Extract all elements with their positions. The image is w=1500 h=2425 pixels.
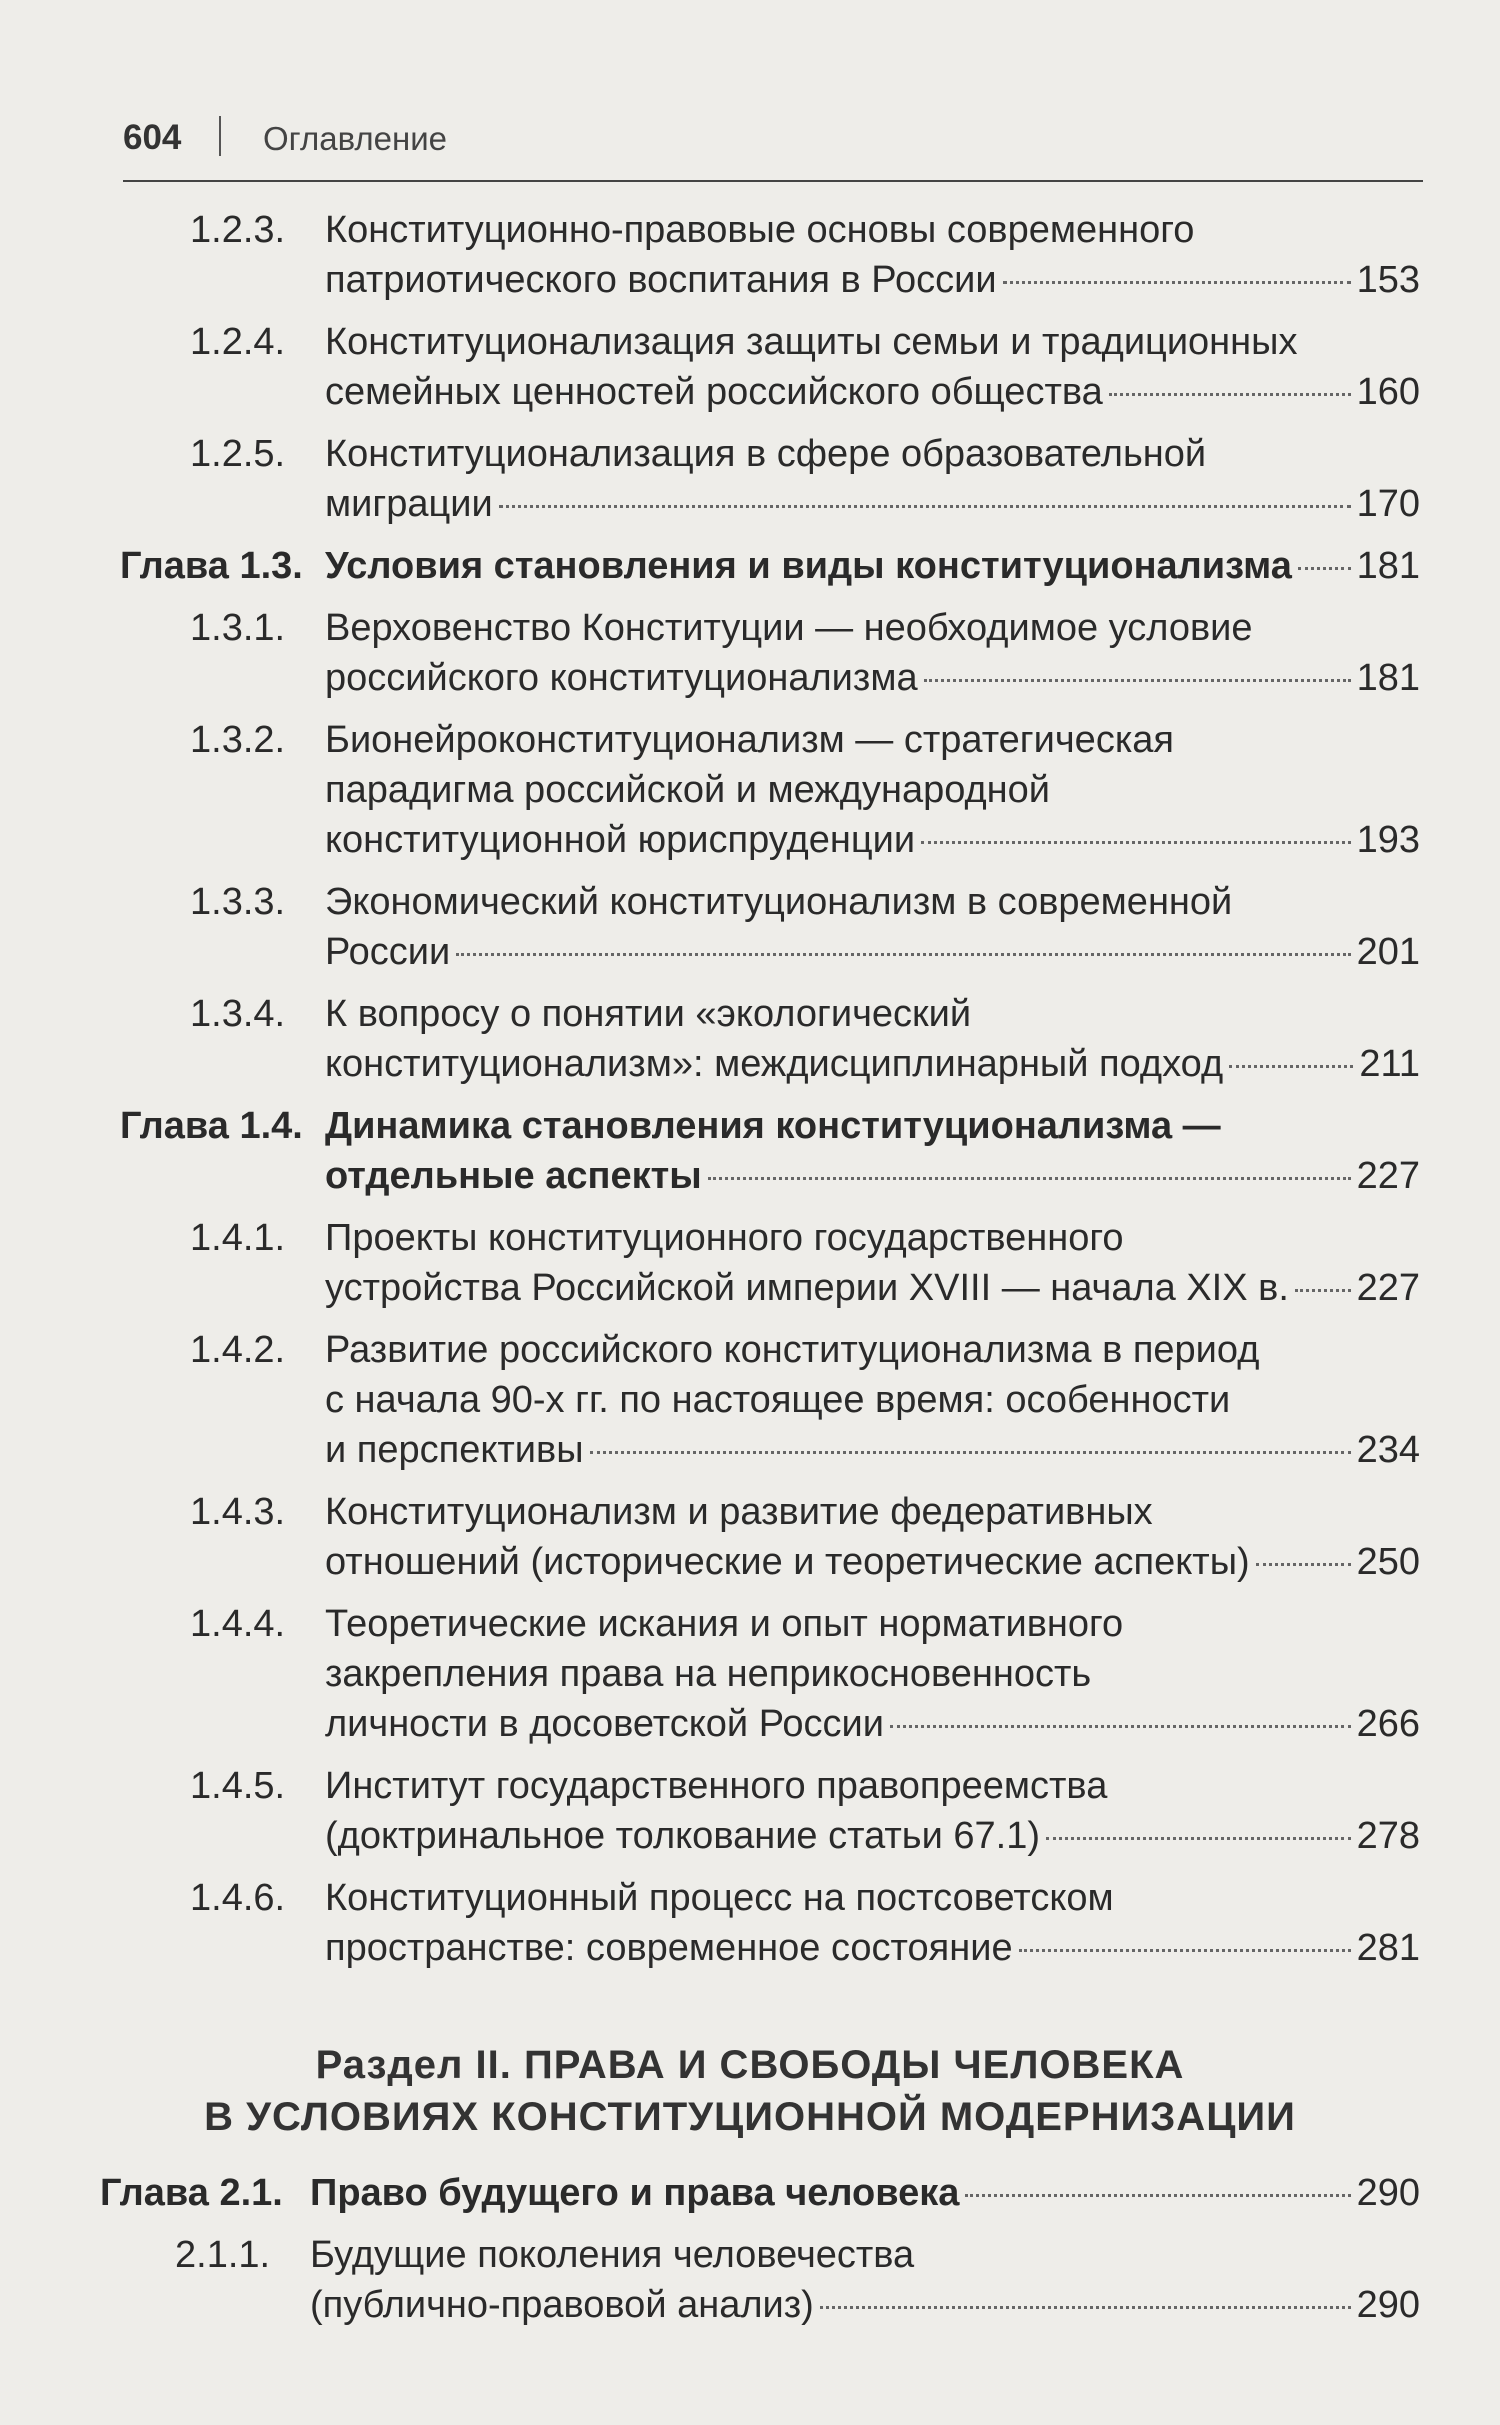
toc-page-number: 250 [1356,1541,1420,1583]
dot-leader [820,2306,1351,2309]
running-title: Оглавление [263,120,447,157]
page-number: 604 [123,118,182,157]
toc-entry-title-line: с начала 90-х гг. по настоящее время: особенности [325,1379,1231,1421]
toc-page-number: 160 [1356,371,1420,413]
dot-leader [456,953,1350,956]
toc-entry-title-line: патриотического воспитания в России [325,259,997,301]
page-header [123,110,1423,182]
toc-entry-title-line: Конституционализация в сфере образовательной [325,433,1207,475]
toc-entry-title-line: Теоретические искания и опыт нормативного [325,1603,1124,1645]
toc-entry-number: 1.4.4. [190,1603,286,1645]
toc-entry-title-line: России [325,931,451,973]
dot-leader [965,2194,1350,2197]
toc-entry-title-line: Динамика становления конституционализма — [325,1105,1221,1147]
toc-entry-title-line: Конституционный процесс на постсоветском [325,1877,1114,1919]
toc-entry-title-line: Будущие поколения человечества [310,2234,915,2276]
toc-entry-title-line: Конституционализм и развитие федеративных [325,1491,1153,1533]
toc-entry-number: Глава 1.3. [120,545,303,587]
toc-page-number: 278 [1356,1815,1420,1857]
dot-leader [1295,1289,1351,1292]
toc-page-number: 181 [1356,545,1420,587]
toc-entry-title-line: закрепления права на неприкосновенность [325,1653,1092,1695]
toc-entry-title-line: Верховенство Конституции — необходимое условие [325,607,1253,649]
toc-entry-title-line: Развитие российского конституционализма в период [325,1329,1260,1371]
toc-entry-number: 1.2.4. [190,321,286,363]
toc-page-number: 170 [1356,483,1420,525]
toc-entry-title-line: Институт государственного правопреемства [325,1765,1108,1807]
toc-entry-title-line: семейных ценностей российского общества [325,371,1103,413]
dot-leader [1046,1837,1351,1840]
toc-page-number: 211 [1359,1043,1420,1085]
toc-entry-title-line: устройства Российской империи XVIII — начала XIX в. [325,1267,1289,1309]
section-title-line: Раздел II. ПРАВА И СВОБОДЫ ЧЕЛОВЕКА [315,2043,1185,2087]
toc-page-number: 227 [1356,1267,1420,1309]
toc-page-number: 153 [1356,259,1420,301]
toc-entry-title-line: российского конституционализма [325,657,918,699]
toc-page-number: 193 [1356,819,1420,861]
toc-entry-title-line: Экономический конституционализм в современной [325,881,1233,923]
toc-entry-title-line: и перспективы [325,1429,584,1471]
toc-entry-title-line: миграции [325,483,493,525]
dot-leader [890,1725,1351,1728]
toc-entry-title-line: К вопросу о понятии «экологический [325,993,972,1035]
toc-page-number: 266 [1356,1703,1420,1745]
dot-leader [921,841,1351,844]
toc-entry-title-line: (доктринальное толкование статьи 67.1) [325,1815,1040,1857]
toc-page-number: 227 [1356,1155,1420,1197]
toc-entry-title-line: конституционализм»: междисциплинарный подход [325,1043,1224,1085]
toc-entry-title-line: пространстве: современное состояние [325,1927,1013,1969]
toc-page-number: 181 [1356,657,1420,699]
toc-entry-number: 1.4.2. [190,1329,286,1371]
toc-entry-number: 2.1.1. [175,2234,271,2276]
dot-leader [1298,567,1351,570]
dot-leader [1229,1065,1353,1068]
toc-entry-title-line: отдельные аспекты [325,1155,702,1197]
toc-entry-title-line: Проекты конституционного государственного [325,1217,1124,1259]
toc-entry-number: 1.2.3. [190,209,286,251]
toc-entry-number: 1.3.4. [190,993,286,1035]
toc-page-number: 290 [1356,2284,1420,2326]
toc-page-number: 234 [1356,1429,1420,1471]
toc-entry-title-line: Право будущего и права человека [310,2172,960,2214]
toc-entry-number: 1.4.1. [190,1217,286,1259]
toc-entry-title-line: Бионейроконституционализм — стратегическая [325,719,1174,761]
toc-entry-number: Глава 1.4. [120,1105,303,1147]
toc-entry-number: Глава 2.1. [100,2172,283,2214]
dot-leader [1256,1563,1351,1566]
dot-leader [1003,281,1351,284]
toc-page-number: 290 [1356,2172,1420,2214]
dot-leader [590,1451,1351,1454]
toc-entry-title-line: отношений (исторические и теоретические аспекты) [325,1541,1250,1583]
toc-entry-title-line: Условия становления и виды конституционализма [325,545,1292,587]
toc-entry-number: 1.4.5. [190,1765,286,1807]
dot-leader [1109,393,1351,396]
toc-entry-title-line: парадигма российской и международной [325,769,1051,811]
toc-entry-title-line: Конституционализация защиты семьи и традиционных [325,321,1298,363]
toc-entry-number: 1.3.1. [190,607,286,649]
dot-leader [708,1177,1351,1180]
toc-entry-number: 1.2.5. [190,433,286,475]
dot-leader [1019,1949,1351,1952]
toc-page-number: 281 [1356,1927,1420,1969]
toc-entry-number: 1.4.6. [190,1877,286,1919]
dot-leader [499,505,1351,508]
toc-page-number: 201 [1356,931,1420,973]
toc-entry-number: 1.3.2. [190,719,286,761]
toc-entry-number: 1.3.3. [190,881,286,923]
toc-entry-title-line: (публично-правовой анализ) [310,2284,814,2326]
toc-entry-number: 1.4.3. [190,1491,286,1533]
dot-leader [924,679,1351,682]
header-divider [219,116,221,156]
toc-entry-title-line: личности в досоветской России [325,1703,884,1745]
section-title-line: В УСЛОВИЯХ КОНСТИТУЦИОННОЙ МОДЕРНИЗАЦИИ [204,2095,1296,2139]
toc-entry-title-line: Конституционно-правовые основы современного [325,209,1195,251]
toc-entry-title-line: конституционной юриспруденции [325,819,916,861]
